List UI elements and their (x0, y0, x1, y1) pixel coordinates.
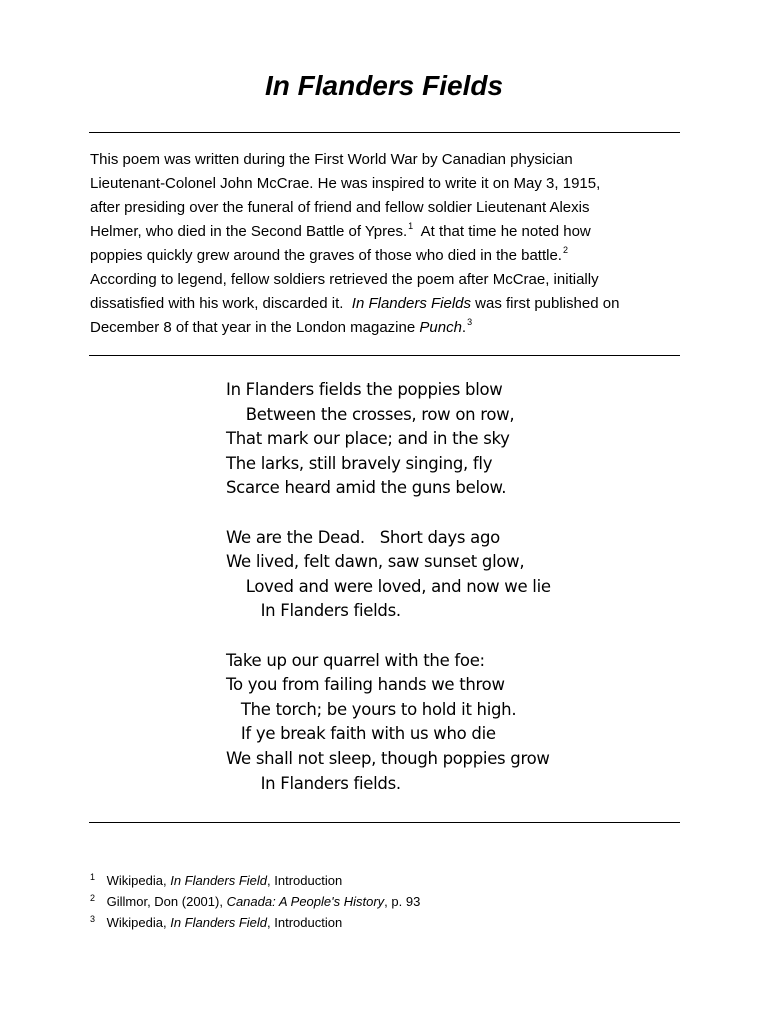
intro-line (90, 172, 680, 196)
footnote-item: 3 Wikipedia, In Flanders Field, Introduction (90, 914, 343, 930)
intro-line (90, 268, 680, 292)
footnote-italic: In Flanders Field (170, 915, 268, 930)
intro-italic-title: In Flanders Fields (351, 295, 471, 312)
footnote-ref: 2 (562, 245, 568, 255)
footnote-text: Wikipedia, (106, 873, 171, 888)
poem-line: If ye break faith with us who die (226, 724, 496, 744)
intro-text: poppies quickly grew around the graves of those who died in the battle. (90, 247, 562, 264)
footnote-text: , Introduction (267, 915, 343, 930)
intro-line (90, 148, 680, 172)
poem-line: To you from failing hands we throw (226, 675, 505, 695)
poem-line: Scarce heard amid the guns below. (226, 478, 507, 498)
poem-line: In Flanders fields the poppies blow (226, 380, 503, 399)
footnotes (90, 870, 690, 933)
intro-text: dissatisfied with his work, discarded it. (90, 295, 352, 312)
poem-line: Take up our quarrel with the foe: (226, 650, 485, 670)
intro-text: December 8 of that year in the London magazine (90, 319, 420, 336)
poem-line: We are the Dead. Short days ago (226, 527, 500, 547)
intro-paragraph (90, 148, 680, 340)
poem-line: Between the crosses, row on row, (226, 404, 515, 424)
intro-line (90, 244, 680, 268)
footnote-item: 1 Wikipedia, In Flanders Field, Introduction (90, 872, 343, 888)
intro-text: According to legend, fellow soldiers retrieved the poem after McCrae, initially (90, 271, 599, 288)
poem-line: The larks, still bravely singing, fly (226, 453, 493, 473)
poem-line: That mark our place; and in the sky (226, 429, 510, 449)
horizontal-rule-middle (89, 355, 680, 356)
intro-italic-magazine: Punch (419, 319, 462, 336)
footnote-italic: In Flanders Field (170, 873, 268, 888)
footnote-text: Wikipedia, (106, 915, 171, 930)
poem-line: The torch; be yours to hold it high. (226, 699, 517, 719)
footnote-italic: Canada: A People's History (226, 894, 385, 909)
intro-line (90, 292, 680, 316)
intro-line (90, 316, 680, 340)
poem-line: In Flanders fields. (226, 601, 401, 621)
footnote-item: 2 Gillmor, Don (2001), Canada: A People's History, p. 93 (90, 893, 421, 909)
intro-text: Helmer, who died in the Second Battle of Ypres. (90, 223, 408, 240)
footnote-text: , Introduction (267, 873, 343, 888)
poem-line: We lived, felt dawn, saw sunset glow, (226, 552, 525, 572)
intro-text: This poem was written during the First World War by Canadian physician (90, 151, 573, 168)
poem-stanza (226, 649, 686, 797)
intro-text: was first published on (471, 295, 620, 312)
footnote-text: Gillmor, Don (2001), (106, 894, 227, 909)
intro-line (90, 220, 680, 244)
poem-line: We shall not sleep, though poppies grow (226, 748, 550, 768)
horizontal-rule-bottom (89, 822, 680, 823)
document-title: In Flanders Fields (264, 70, 504, 101)
footnote-text: , p. 93 (384, 894, 421, 909)
intro-text: after presiding over the funeral of friend and fellow soldier Lieutenant Alexis (90, 199, 590, 216)
intro-line (90, 196, 680, 220)
poem-body (226, 378, 686, 821)
intro-text: Lieutenant-Colonel John McCrae. He was inspired to write it on May 3, 1915, (90, 175, 601, 192)
poem-line: Loved and were loved, and now we lie (226, 576, 551, 596)
footnote-ref: 1 (408, 221, 414, 231)
poem-stanza (226, 378, 686, 501)
poem-stanza (226, 526, 686, 624)
poem-line: In Flanders fields. (226, 773, 401, 793)
intro-text: At that time he noted how (413, 223, 591, 240)
footnote-ref: 3 (467, 317, 473, 327)
horizontal-rule-top (89, 132, 680, 133)
intro-text: . (461, 319, 467, 336)
